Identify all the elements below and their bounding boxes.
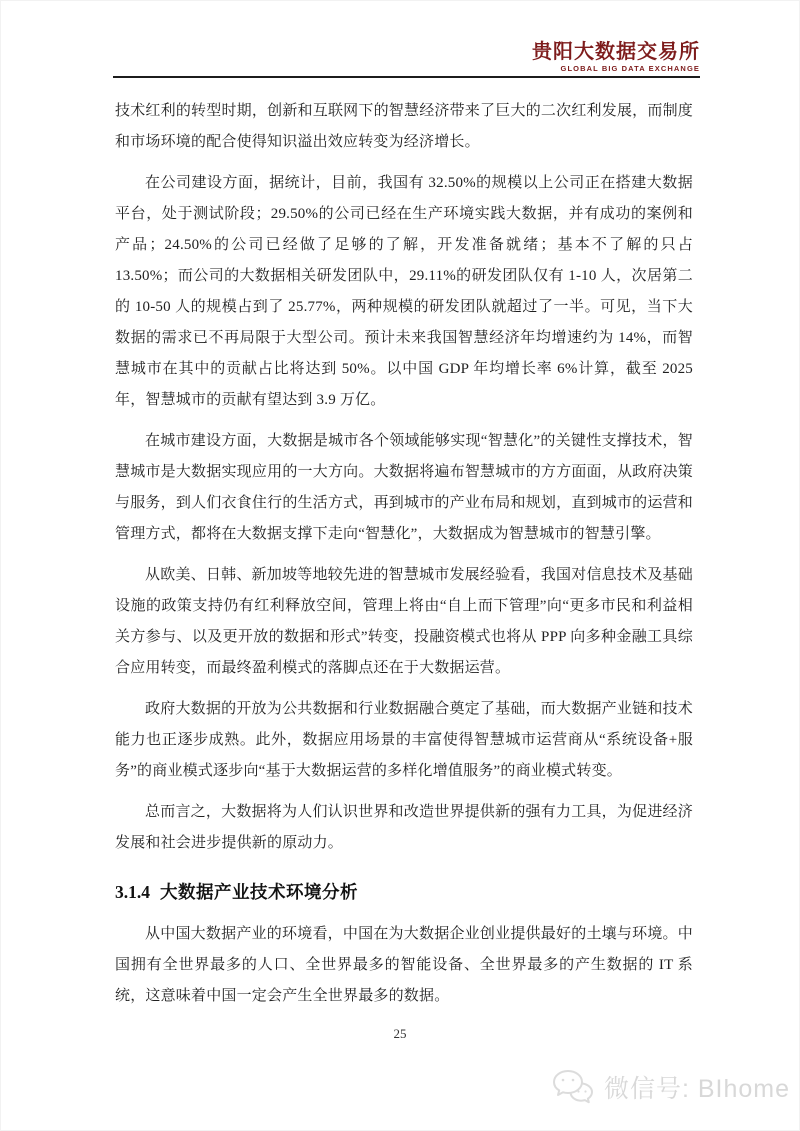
body-paragraph: 从中国大数据产业的环境看，中国在为大数据企业创业提供最好的土壤与环境。中国拥有全世界最多的人口、全世界最多的智能设备、全世界最多的产生数据的 IT 系统，这意味着中国一定会产生全世界最多的数据。: [115, 926, 693, 1004]
logo: [113, 42, 700, 73]
page-number: 25: [393, 1026, 407, 1041]
watermark: [551, 1068, 790, 1106]
logo-subtitle: GLOBAL BIG DATA EXCHANGE: [560, 64, 700, 73]
body-paragraph: 在城市建设方面，大数据是城市各个领域能够实现“智慧化”的关键性支撑技术，智慧城市是大数据实现应用的一大方向。大数据将遍布智慧城市的方方面面，从政府决策与服务，到人们衣食住行的生活方式，再到城市的产业布局和规划，直到城市的运营和管理方式，都将在大数据支撑下走向“智慧化”，大数据成为智慧城市的智慧引擎。: [115, 433, 693, 542]
body-paragraph: 技术红利的转型时期，创新和互联网下的智慧经济带来了巨大的二次红利发展，而制度和市场环境的配合使得知识溢出效应转变为经济增长。: [115, 103, 693, 150]
logo-title: 贵阳大数据交易所: [532, 41, 700, 63]
wechat-icon: [551, 1068, 595, 1106]
watermark-text: 微信号: BIhome: [603, 1075, 790, 1103]
body-paragraph: 政府大数据的开放为公共数据和行业数据融合奠定了基础，而大数据产业链和技术能力也正逐步成熟。此外，数据应用场景的丰富使得智慧城市运营商从“系统设备+服务”的商业模式逐步向“基于大数据运营的多样化增值服务”的商业模式转变。: [115, 701, 693, 779]
body-paragraph: 总而言之，大数据将为人们认识世界和改造世界提供新的强有力工具，为促进经济发展和社会进步提供新的原动力。: [115, 804, 693, 851]
section-number: 3.1.4: [115, 882, 150, 902]
body-paragraph: 从欧美、日韩、新加坡等地较先进的智慧城市发展经验看，我国对信息技术及基础设施的政策支持仍有红利释放空间，管理上将由“自上而下管理”向“更多市民和利益相关方参与、以及更开放的数据和形式”转变，投融资模式也将从 PPP 向多种金融工具综合应用转变，而最终盈利模式的落脚点还在于大数据运营。: [115, 567, 693, 676]
section-title: 大数据产业技术环境分析: [160, 882, 358, 902]
page-header: [113, 42, 700, 78]
section-heading: [115, 879, 693, 905]
document-body: [115, 96, 693, 1022]
body-paragraph: 在公司建设方面，据统计，目前，我国有 32.50%的规模以上公司正在搭建大数据平台，处于测试阶段；29.50%的公司已经在生产环境实践大数据，并有成功的案例和产品；24.50%的公司已经做了足够的了解，开发准备就绪；基本不了解的只占 13.50%；而公司的大数据相关研发团队中，29.11%的研发团队仅有 1-10 人，次居第二的 10-50 人的规模占到了 25.77%，两种规模的研发团队就超过了一半。可见，当下大数据的需求已不再局限于大型公司。预计未来我国智慧经济年均增速约为 14%，而智慧城市在其中的贡献占比将达到 50%。以中国 GDP 年均增长率 6%计算，截至 2025 年，智慧城市的贡献有望达到 3.9 万亿。: [115, 175, 693, 408]
